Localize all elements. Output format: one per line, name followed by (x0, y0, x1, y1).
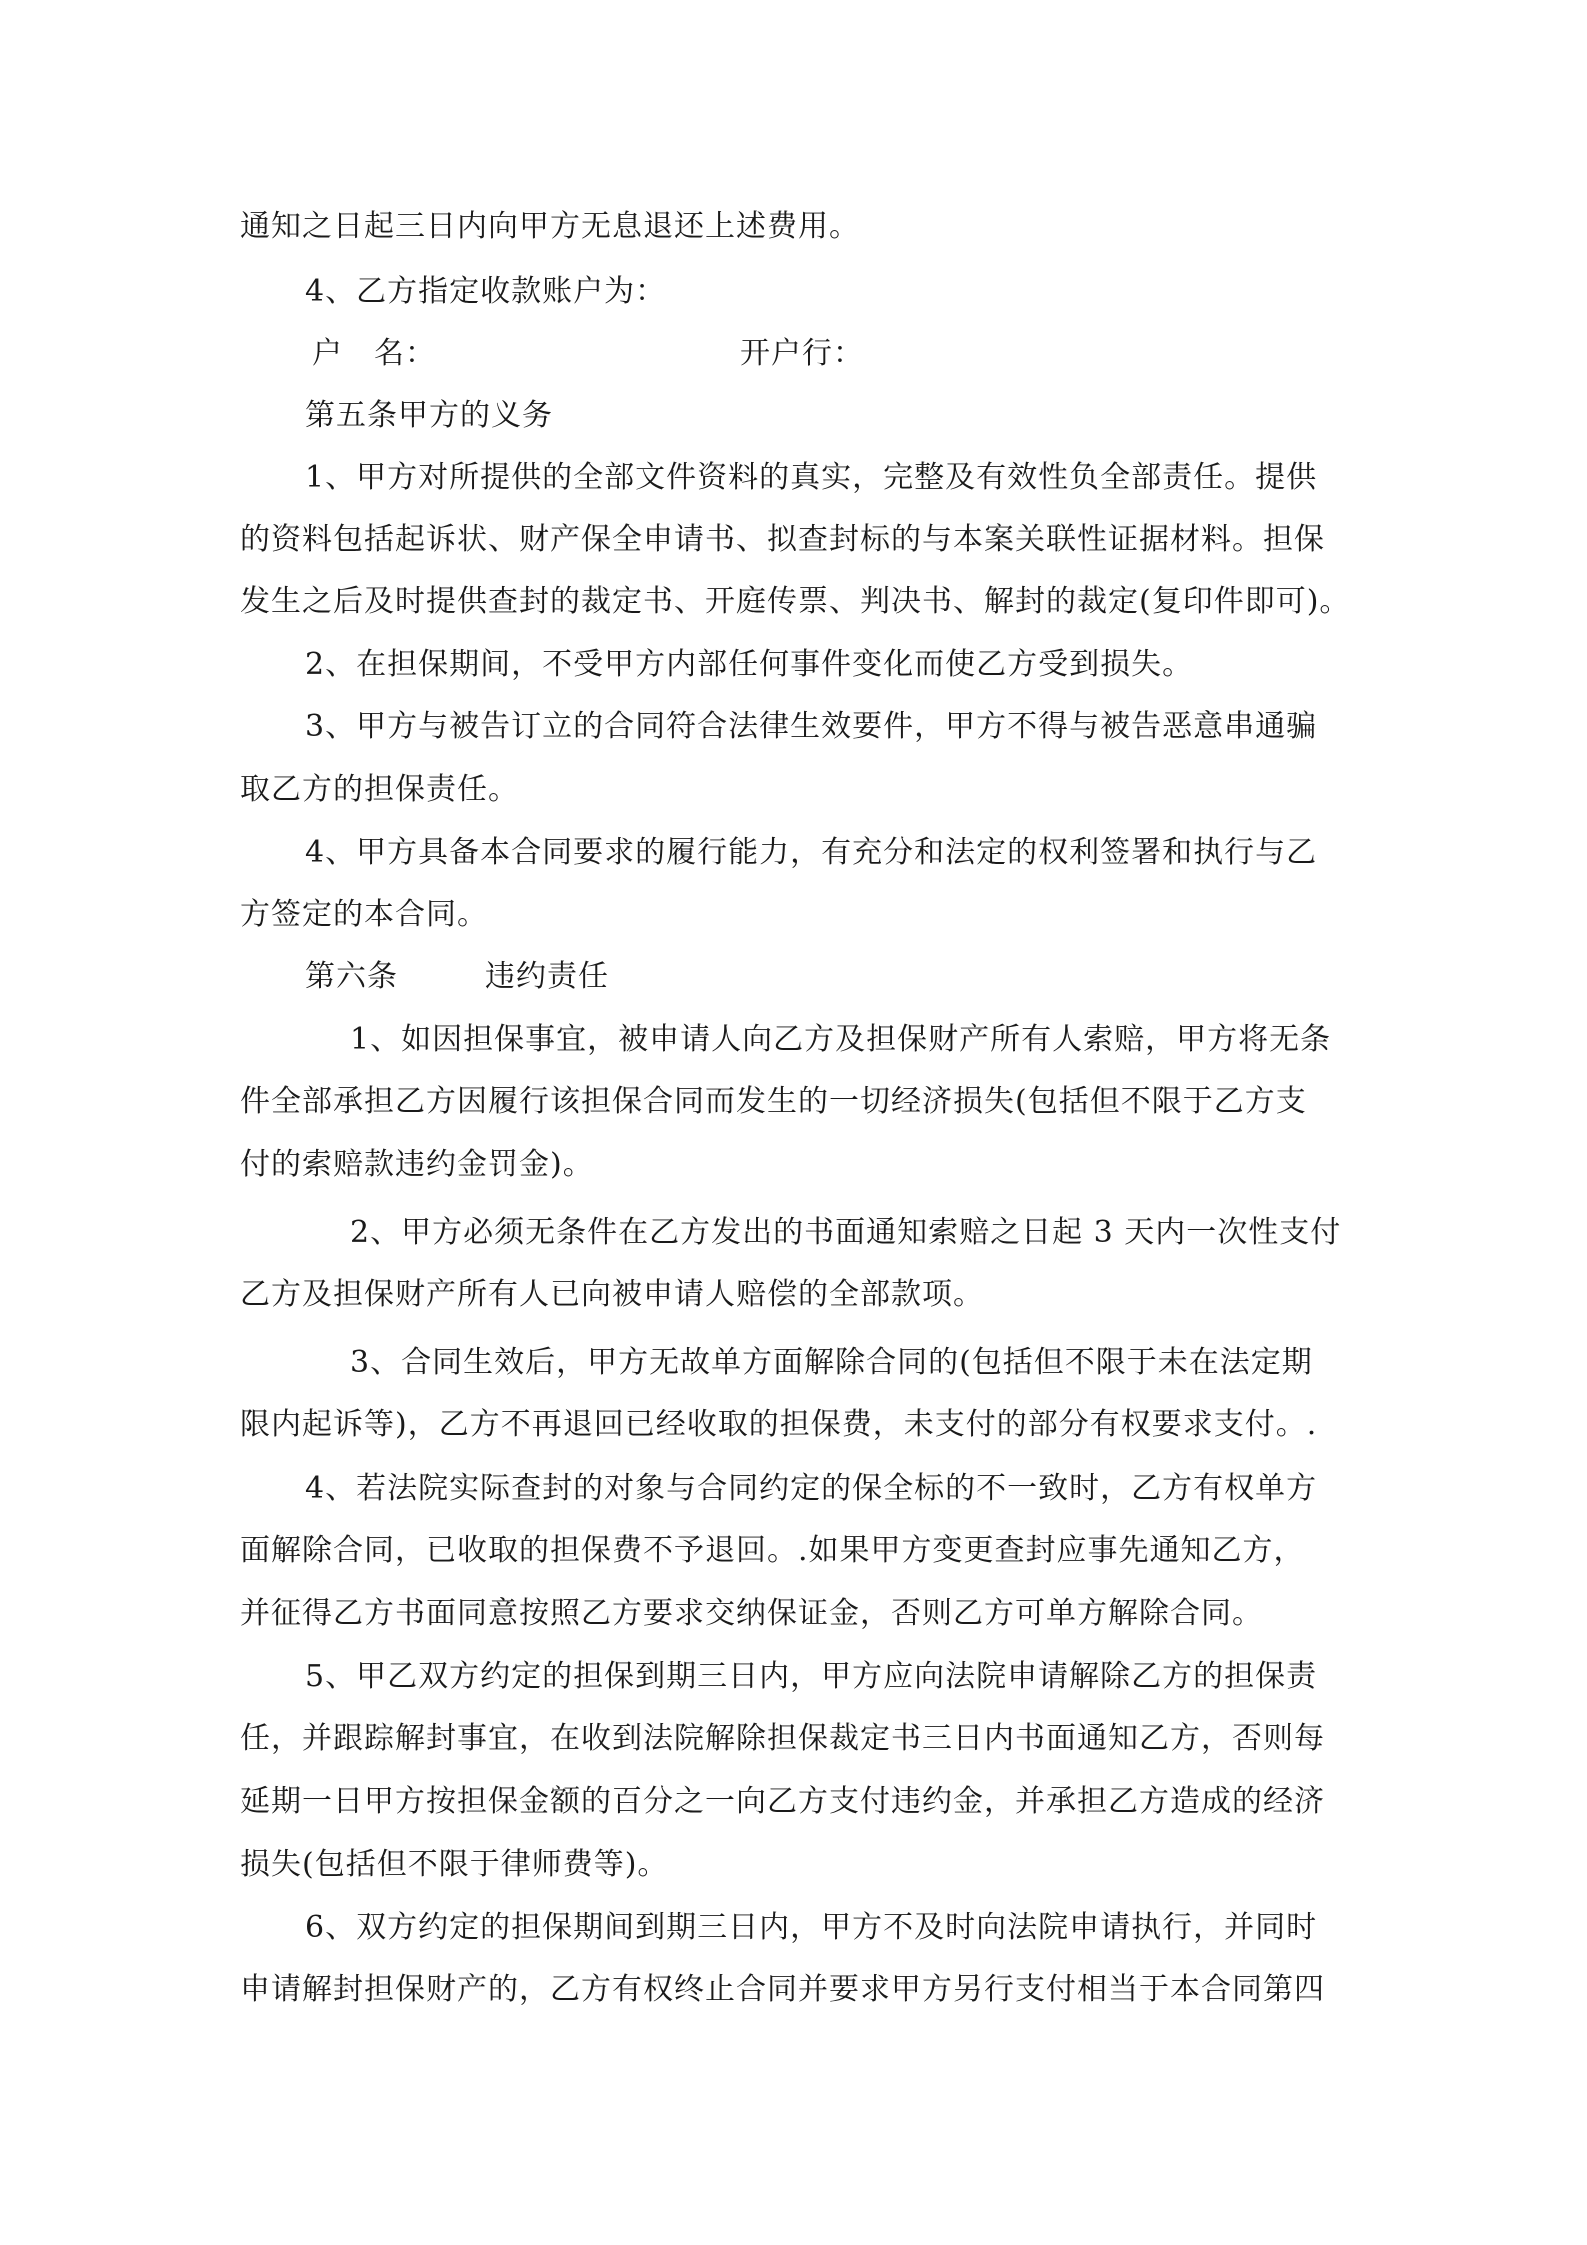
paragraph-line: 的资料包括起诉状、财产保全申请书、拟查封标的与本案关联性证据材料。担保 (240, 522, 1325, 557)
account-name-label: 户 名： (312, 336, 436, 371)
paragraph-line: 乙方及担保财产所有人已向被申请人赔偿的全部款项。 (240, 1277, 984, 1312)
bank-label: 开户行： (740, 336, 864, 371)
paragraph-line: 付的索赔款违约金罚金)。 (240, 1147, 594, 1182)
paragraph-line: 3、合同生效后，甲方无故单方面解除合同的(包括但不限于未在法定期 (350, 1345, 1313, 1380)
section-heading-title: 违约责任 (485, 959, 609, 994)
paragraph-line: 取乙方的担保责任。 (240, 772, 519, 807)
paragraph-line: 申请解封担保财产的，乙方有权终止合同并要求甲方另行支付相当于本合同第四 (240, 1972, 1325, 2007)
paragraph-line: 方签定的本合同。 (240, 897, 488, 932)
paragraph-line: 6、双方约定的担保期间到期三日内，甲方不及时向法院申请执行，并同时 (305, 1910, 1318, 1945)
paragraph-line: 1、甲方对所提供的全部文件资料的真实，完整及有效性负全部责任。提供 (305, 460, 1318, 495)
paragraph-line: 2、在担保期间，不受甲方内部任何事件变化而使乙方受到损失。 (305, 647, 1194, 682)
paragraph-line: 并征得乙方书面同意按照乙方要求交纳保证金，否则乙方可单方解除合同。 (240, 1596, 1263, 1631)
paragraph-line: 任，并跟踪解封事宜，在收到法院解除担保裁定书三日内书面通知乙方，否则每 (240, 1721, 1325, 1756)
paragraph-line: 面解除合同，已收取的担保费不予退回。.如果甲方变更查封应事先通知乙方， (240, 1533, 1305, 1568)
paragraph-line: 发生之后及时提供查封的裁定书、开庭传票、判决书、解封的裁定(复印件即可)。 (240, 584, 1351, 619)
section-heading: 第五条甲方的义务 (305, 398, 553, 433)
paragraph-line: 1、如因担保事宜，被申请人向乙方及担保财产所有人索赔，甲方将无条 (350, 1022, 1332, 1057)
paragraph-line: 4、若法院实际查封的对象与合同约定的保全标的不一致时，乙方有权单方 (305, 1471, 1318, 1506)
paragraph-line: 4、乙方指定收款账户为： (305, 274, 667, 309)
paragraph-line: 4、甲方具备本合同要求的履行能力，有充分和法定的权利签署和执行与乙 (305, 835, 1318, 870)
paragraph-line: 2、甲方必须无条件在乙方发出的书面通知索赔之日起 3 天内一次性支付 (350, 1215, 1342, 1250)
paragraph-line: 通知之日起三日内向甲方无息退还上述费用。 (240, 209, 860, 244)
paragraph-line: 延期一日甲方按担保金额的百分之一向乙方支付违约金，并承担乙方造成的经济 (240, 1784, 1325, 1819)
paragraph-line: 3、甲方与被告订立的合同符合法律生效要件，甲方不得与被告恶意串通骗 (305, 709, 1318, 744)
paragraph-line: 5、甲乙双方约定的担保到期三日内，甲方应向法院申请解除乙方的担保责 (305, 1659, 1318, 1694)
section-heading-number: 第六条 (305, 959, 398, 994)
paragraph-line: 件全部承担乙方因履行该担保合同而发生的一切经济损失(包括但不限于乙方支 (240, 1084, 1307, 1119)
paragraph-line: 限内起诉等)，乙方不再退回已经收取的担保费，未支付的部分有权要求支付。. (240, 1407, 1318, 1442)
paragraph-line: 损失(包括但不限于律师费等)。 (240, 1847, 669, 1882)
